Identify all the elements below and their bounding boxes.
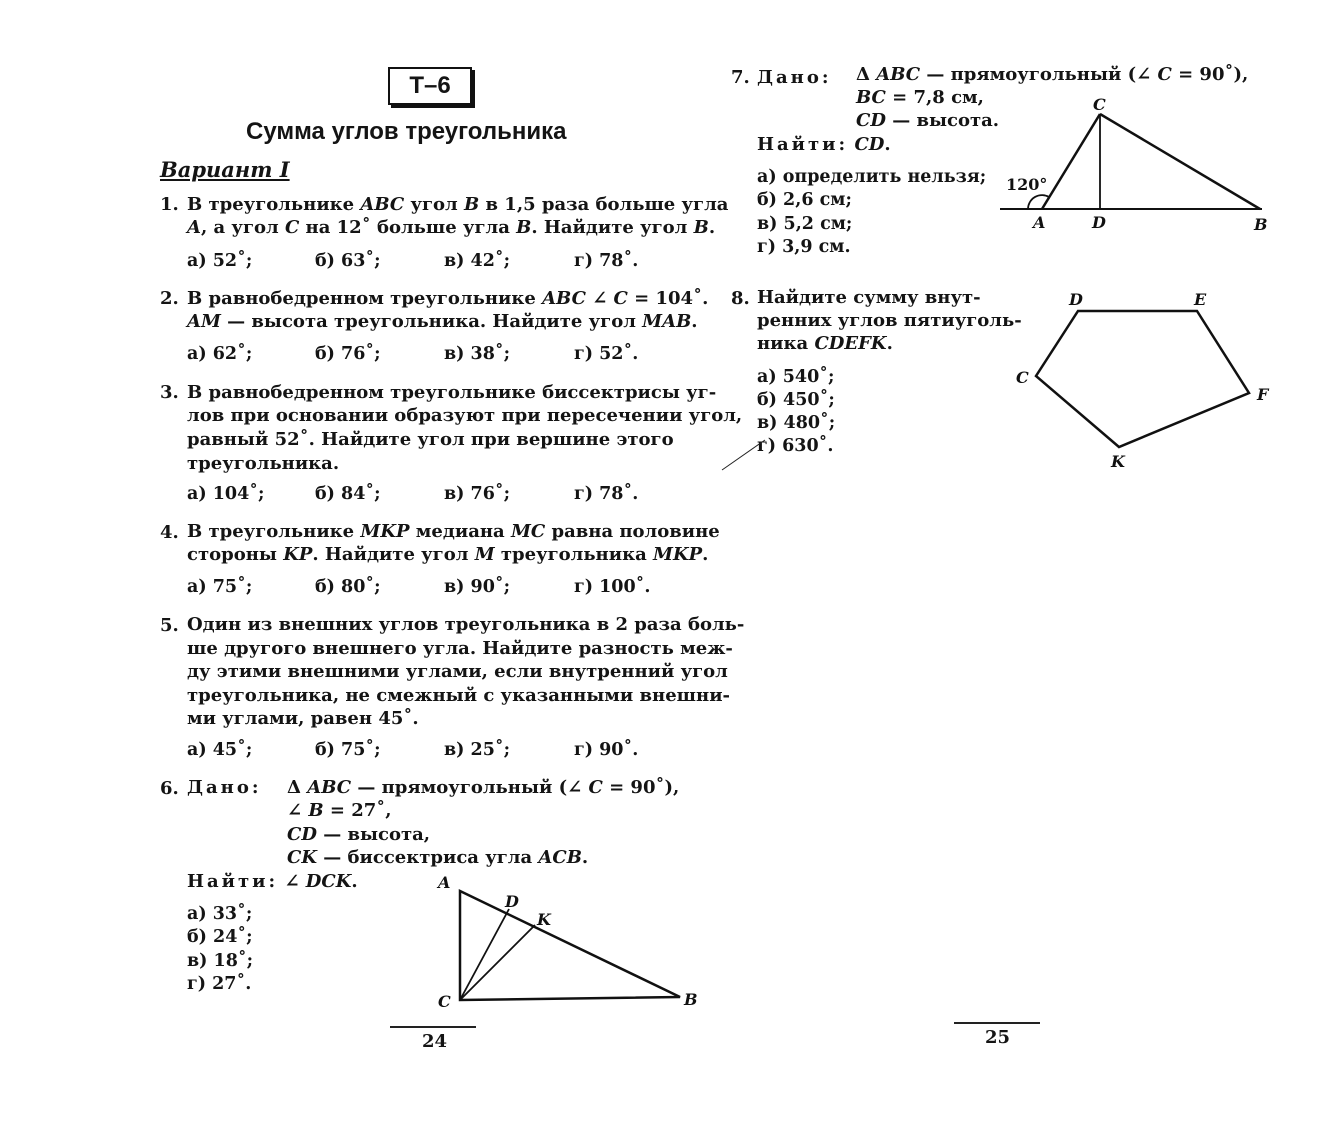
answer-option: г) 52˚. — [574, 344, 639, 364]
side-bc — [1100, 114, 1260, 209]
problem-number: 7. — [731, 67, 750, 88]
problem-text-line: ду этими внешними углами, если внутренний угол — [187, 661, 728, 682]
triangle-figure-6 — [425, 870, 715, 1015]
answer-option: г) 27˚. — [187, 974, 252, 994]
problem-text-line: В равнобедренном треугольнике биссектрисы уг- — [187, 382, 717, 403]
answer-option: а) 45˚; — [187, 740, 253, 760]
problem-text-line: ренних углов пятиуголь- — [757, 310, 1022, 331]
bisector-ck — [460, 925, 535, 1000]
label-d: D — [1069, 290, 1083, 309]
given-line: CD — высота, — [287, 824, 431, 845]
answer-option: в) 5,2 см; — [757, 214, 853, 234]
given-label: Дано: — [757, 67, 832, 88]
answer-option: г) 630˚. — [757, 436, 834, 456]
problem-text-line: треугольника, не смежный с указанными внешни- — [187, 685, 731, 706]
page-number-rule — [390, 1026, 476, 1028]
page-number-left: 24 — [422, 1031, 448, 1052]
find-line: Найти: ∠ DCK. — [187, 871, 358, 892]
given-line: CK — биссектриса угла ACB. — [287, 847, 589, 868]
label-b: B — [684, 990, 698, 1009]
answer-option: а) определить нельзя; — [757, 167, 987, 187]
problem-text-line: равный 52˚. Найдите угол при вершине этого — [187, 429, 674, 450]
answer-option: в) 76˚; — [444, 484, 511, 504]
label-a: A — [438, 873, 451, 892]
problem-text-line: треугольника. — [187, 453, 340, 474]
answer-option: г) 78˚. — [574, 484, 639, 504]
answer-option: г) 3,9 см. — [757, 237, 851, 257]
problem-text-line: В треугольнике ABC угол B в 1,5 раза больше угла — [187, 194, 729, 215]
given-line: ∠ B = 27˚, — [287, 800, 392, 821]
answer-option: а) 104˚; — [187, 484, 265, 504]
problem-number: 4. — [160, 522, 179, 543]
problem-number: 8. — [731, 288, 750, 309]
answer-option: а) 62˚; — [187, 344, 253, 364]
label-k: K — [537, 910, 551, 929]
label-f: F — [1257, 385, 1269, 404]
problem-text-line: Найдите сумму внут- — [757, 287, 981, 308]
answer-option: б) 76˚; — [315, 344, 381, 364]
answer-option: б) 84˚; — [315, 484, 381, 504]
answer-option: г) 100˚. — [574, 577, 651, 597]
problem-text-line: В треугольнике MKP медиана MC равна половине — [187, 521, 720, 542]
answer-option: в) 42˚; — [444, 251, 511, 271]
find-line: Найти: CD. — [757, 134, 891, 155]
label-d: D — [1092, 213, 1106, 232]
problem-text-line: ми углами, равен 45˚. — [187, 708, 419, 729]
triangle-figure-7 — [990, 90, 1280, 235]
variant-label: Вариант I — [160, 157, 290, 182]
given-line: CD — высота. — [856, 110, 1000, 131]
pentagon-cdefk — [1036, 311, 1249, 447]
label-e: E — [1194, 290, 1207, 309]
altitude-cd — [460, 909, 509, 1000]
answer-option: а) 33˚; — [187, 904, 253, 924]
answer-option: б) 2,6 см; — [757, 190, 852, 210]
triangle-abc — [460, 891, 680, 1000]
problem-number: 3. — [160, 382, 179, 403]
answer-option: б) 80˚; — [315, 577, 381, 597]
answer-option: в) 25˚; — [444, 740, 511, 760]
problem-number: 6. — [160, 778, 179, 799]
angle-label: 120° — [1006, 175, 1048, 194]
label-c: C — [1016, 368, 1029, 387]
answer-option: в) 38˚; — [444, 344, 511, 364]
answer-option: а) 75˚; — [187, 577, 253, 597]
label-c: C — [438, 992, 451, 1011]
side-ac — [1042, 114, 1100, 209]
problem-number: 5. — [160, 615, 179, 636]
problem-number: 1. — [160, 194, 179, 215]
pencil-stroke — [722, 440, 765, 470]
problem-text-line: A, а угол C на 12˚ больше угла B. Найдите угол B. — [187, 217, 716, 238]
problem-text-line: AM — высота треугольника. Найдите угол MAB. — [187, 311, 698, 332]
test-badge: Т–6 — [388, 67, 472, 105]
answer-option: в) 18˚; — [187, 951, 254, 971]
label-b: B — [1254, 215, 1268, 234]
page-number-right: 25 — [985, 1027, 1011, 1048]
label-k: K — [1111, 452, 1125, 471]
page-number-rule — [954, 1022, 1040, 1024]
problem-text-line: стороны KP. Найдите угол M треугольника MKP. — [187, 544, 709, 565]
problem-text-line: ника CDEFK. — [757, 333, 893, 354]
answer-option: б) 24˚; — [187, 927, 253, 947]
answer-option: г) 90˚. — [574, 740, 639, 760]
given-label: Дано: — [187, 777, 262, 798]
problem-text-line: В равнобедренном треугольнике ABC ∠ C = 104˚. — [187, 288, 709, 309]
label-d: D — [505, 892, 519, 911]
problem-text-line: Один из внешних углов треугольника в 2 раза боль- — [187, 614, 745, 635]
page-title: Сумма углов треугольника — [246, 118, 567, 145]
label-a: A — [1033, 213, 1046, 232]
problem-text-line: ше другого внешнего угла. Найдите разность меж- — [187, 638, 733, 659]
answer-option: а) 52˚; — [187, 251, 253, 271]
problem-text-line: лов при основании образуют при пересечении угол, — [187, 405, 743, 426]
answer-option: в) 480˚; — [757, 413, 836, 433]
problem-number: 2. — [160, 288, 179, 309]
given-line: Δ ABC — прямоугольный (∠ C = 90˚), — [856, 64, 1249, 85]
answer-option: б) 75˚; — [315, 740, 381, 760]
given-line: BC = 7,8 см, — [856, 87, 984, 108]
pencil-mark — [720, 430, 780, 475]
pentagon-figure-8 — [1005, 285, 1285, 475]
label-c: C — [1093, 95, 1106, 114]
answer-option: б) 63˚; — [315, 251, 381, 271]
answer-option: в) 90˚; — [444, 577, 511, 597]
answer-option: г) 78˚. — [574, 251, 639, 271]
answer-option: а) 540˚; — [757, 367, 835, 387]
given-line: Δ ABC — прямоугольный (∠ C = 90˚), — [287, 777, 680, 798]
answer-option: б) 450˚; — [757, 390, 835, 410]
